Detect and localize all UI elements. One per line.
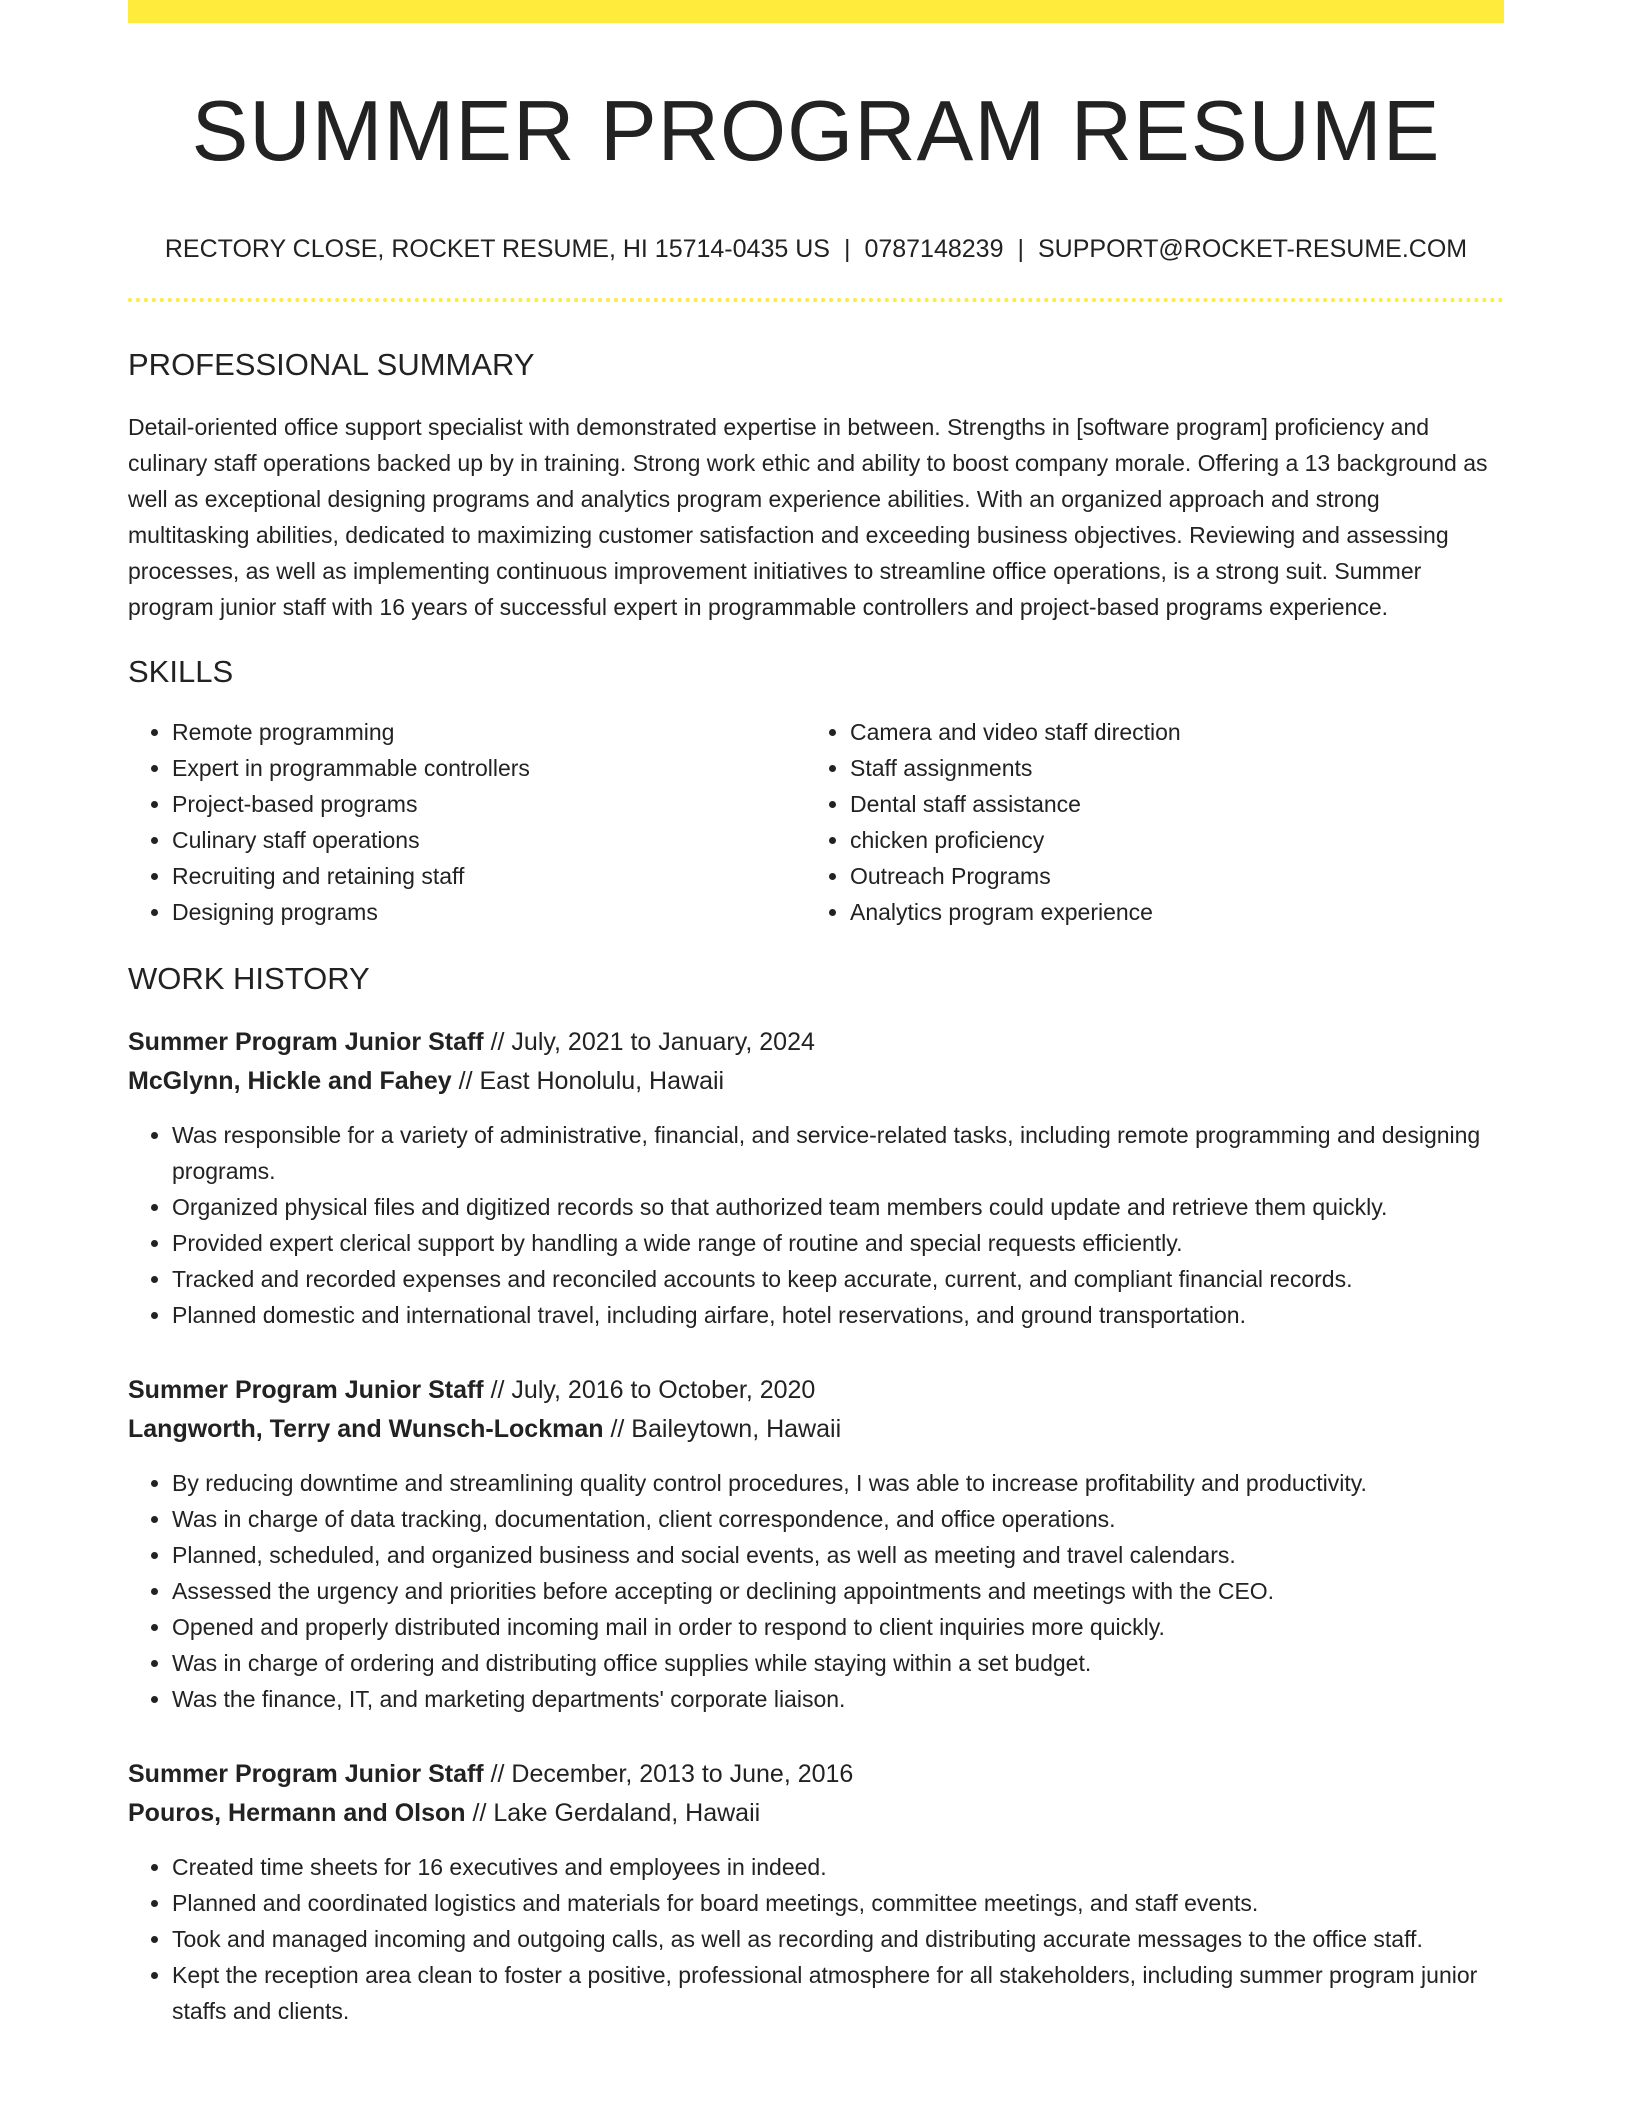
job-bullet: • Organized physical files and digitized records so that authorized team members could update and retrieve them quickly. [172, 1189, 1504, 1225]
skills-heading: SKILLS [128, 653, 234, 689]
contact-separator: | [843, 234, 851, 263]
job-entry [128, 1371, 1504, 1717]
skill-item: • chicken proficiency [850, 822, 1484, 858]
job-entry [128, 1023, 1504, 1333]
job-bullets [128, 1117, 1504, 1333]
job-bullet: • Provided expert clerical support by handling a wide range of routine and special requests efficiently. [172, 1225, 1504, 1261]
job-company-line [128, 1062, 1504, 1101]
job-bullet: • Assessed the urgency and priorities before accepting or declining appointments and meetings with the CEO. [172, 1573, 1504, 1609]
job-company-line [128, 1410, 1504, 1449]
skill-item: • Project-based programs [172, 786, 806, 822]
job-bullet: • Created time sheets for 16 executives and employees in indeed. [172, 1849, 1504, 1885]
contact-separator: | [1017, 234, 1024, 263]
job-entry [128, 1755, 1504, 2029]
contact-phone: 0787148239 [864, 234, 1004, 263]
job-company: Langworth, Terry and Wunsch-Lockman [128, 1415, 604, 1444]
job-bullet: • Was responsible for a variety of administrative, financial, and service-related tasks, including remote programming and designing programs. [172, 1117, 1504, 1189]
skill-item: • Analytics program experience [850, 894, 1484, 930]
job-bullets [128, 1849, 1504, 2029]
job-location: // Lake Gerdaland, Hawaii [472, 1799, 761, 1828]
summary-heading: PROFESSIONAL SUMMARY [128, 346, 535, 382]
job-title: Summer Program Junior Staff [128, 1376, 484, 1405]
job-title: Summer Program Junior Staff [128, 1760, 484, 1789]
job-bullet: • Opened and properly distributed incoming mail in order to respond to client inquiries more quickly. [172, 1609, 1504, 1645]
job-bullets [128, 1465, 1504, 1717]
skill-item: • Staff assignments [850, 750, 1484, 786]
summary-text: Detail-oriented office support specialist with demonstrated expertise in between. Strengths in [software program] proficiency and culinary staff operations backed up by in training. Strong work ethic and ability to boost company morale. Offering a 13 background as well as exceptional designing programs and analytics program experience abilities. With an organized approach and strong multitasking abilities, dedicated to maximizing customer satisfaction and exceeding business objectives. Reviewing and assessing processes, as well as implementing continuous improvement initiatives to streamline office operations, is a strong suit. Summer program junior staff with 16 years of successful expert in programmable controllers and project-based programs experience. [128, 413, 1488, 620]
skills-column-left [128, 714, 806, 930]
job-company: McGlynn, Hickle and Fahey [128, 1067, 452, 1096]
dotted-divider [128, 298, 1504, 302]
job-bullet: • Kept the reception area clean to foster a positive, professional atmosphere for all stakeholders, including summer program junior staffs and clients. [172, 1957, 1504, 2029]
job-bullet: • Planned domestic and international travel, including airfare, hotel reservations, and ground transportation. [172, 1297, 1504, 1333]
skills-column-right [806, 714, 1484, 930]
job-company: Pouros, Hermann and Olson [128, 1799, 466, 1828]
job-bullet: • Was in charge of ordering and distributing office supplies while staying within a set budget. [172, 1645, 1504, 1681]
top-accent-bar [128, 0, 1504, 23]
job-title-line [128, 1371, 1504, 1410]
job-dates: // December, 2013 to June, 2016 [490, 1760, 854, 1789]
job-bullet: • Was in charge of data tracking, documentation, client correspondence, and office operations. [172, 1501, 1504, 1537]
contact-email: SUPPORT@ROCKET-RESUME.COM [1037, 234, 1468, 263]
job-company-line [128, 1794, 1504, 1833]
contact-address: RECTORY CLOSE, ROCKET RESUME, HI 15714-0435 US [164, 234, 830, 263]
job-title-line [128, 1755, 1504, 1794]
job-dates: // July, 2016 to October, 2020 [490, 1376, 816, 1405]
job-title: Summer Program Junior Staff [128, 1028, 484, 1057]
job-bullet: • Tracked and recorded expenses and reconciled accounts to keep accurate, current, and compliant financial records. [172, 1261, 1504, 1297]
contact-line [128, 234, 1504, 264]
skill-item: • Recruiting and retaining staff [172, 858, 806, 894]
job-bullet: • Planned, scheduled, and organized business and social events, as well as meeting and travel calendars. [172, 1537, 1504, 1573]
job-bullet: • Took and managed incoming and outgoing calls, as well as recording and distributing accurate messages to the office staff. [172, 1921, 1504, 1957]
job-location: // East Honolulu, Hawaii [458, 1067, 725, 1096]
work-history-heading: WORK HISTORY [128, 960, 370, 996]
skill-item: • Expert in programmable controllers [172, 750, 806, 786]
skill-item: • Designing programs [172, 894, 806, 930]
job-bullet: • Planned and coordinated logistics and materials for board meetings, committee meetings, and staff events. [172, 1885, 1504, 1921]
skill-item: • Dental staff assistance [850, 786, 1484, 822]
skill-item: • Outreach Programs [850, 858, 1484, 894]
skills-list [128, 714, 1504, 930]
job-title-line [128, 1023, 1504, 1062]
job-bullet: • Was the finance, IT, and marketing departments' corporate liaison. [172, 1681, 1504, 1717]
resume-page [128, 0, 1504, 2029]
resume-title: SUMMER PROGRAM RESUME [191, 84, 1441, 179]
skill-item: • Remote programming [172, 714, 806, 750]
skill-item: • Camera and video staff direction [850, 714, 1484, 750]
job-dates: // July, 2021 to January, 2024 [490, 1028, 815, 1057]
job-bullet: • By reducing downtime and streamlining quality control procedures, I was able to increase profitability and productivity. [172, 1465, 1504, 1501]
job-location: // Baileytown, Hawaii [610, 1415, 842, 1444]
skill-item: • Culinary staff operations [172, 822, 806, 858]
